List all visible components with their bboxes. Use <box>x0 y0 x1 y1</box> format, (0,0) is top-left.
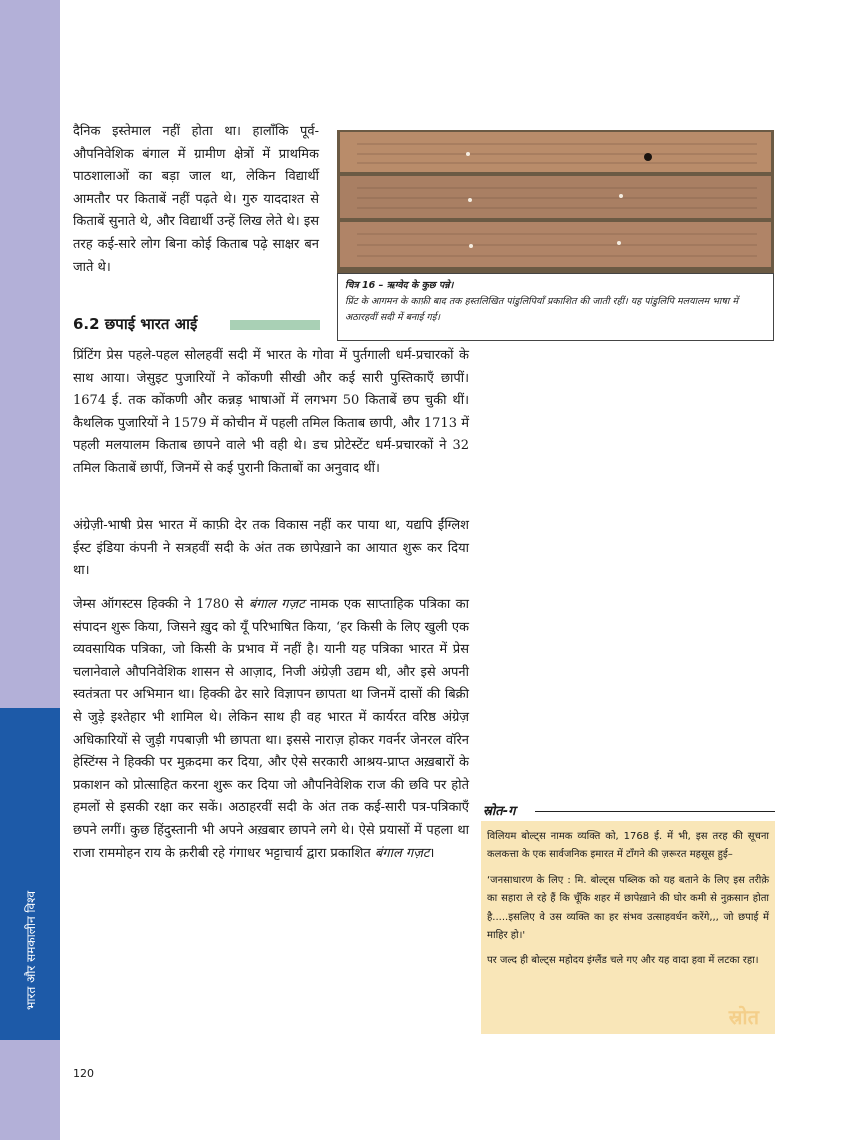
book-title-vertical: भारत और समकालीन विश्व <box>24 891 38 1010</box>
source-watermark: स्रोत <box>728 1004 759 1029</box>
paragraph-goa-press: प्रिंटिंग प्रेस पहले-पहल सोलहवीं सदी में भारत के गोवा में पुर्तगाली धर्म-प्रचारकों के साथ आया। जेसुइट पुजारियों ने कोंकणी सीखी और कई सारी पुस्तिकाएँ छापीं। 1674 ई. तक कोंकणी और कन्नड़ भाषाओं में लगभग 50 किताबें छप चुकी थीं। कैथलिक पुजारियों ने 1579 में कोचीन में पहली तमिल किताब छापी, और 1713 में पहली मलयालम किताब छापने वाले भी वही थे। डच प्रोटेस्टेंट धर्म-प्रचारकों ने 32 तमिल किताबें छापीं, जिनमें से कई पुरानी किताबों का अनुवाद थीं। <box>73 348 469 476</box>
paragraph-hickey <box>73 594 469 865</box>
paragraph-hickey-part: नामक एक साप्ताहिक पत्रिका का संपादन शुरू किया, जिसने ख़ुद को यूँ परिभाषित किया, ‘हर किसी के लिए खुली एक व्यवसायिक पत्रिका, जो किसी के प्रभाव में नहीं है। यानी यह पत्रिका भारत में प्रेस चलानेवाले औपनिवेशिक शासन से आज़ाद, निजी अंग्रेज़ी उद्यम थी, और इसे अपनी स्वतंत्रता पर अभिमान था। हिक्की ढेर सारे विज्ञापन छापता था जिनमें दासों की बिक्री से जुड़े इश्तेहार भी शामिल थे। लेकिन साथ ही वह भारत में कार्यरत वरिष्ठ अंग्रेज़ अधिकारियों से जुड़ी गपबाज़ी भी छापता था। इससे नाराज़ होकर गवर्नर जेनरल वॉरेन हेस्टिंग्स ने हिक्की पर मुक़दमा कर दिया, और ऐसे सरकारी आश्रय-प्राप्त अख़बारों के प्रकाशन को प्रोत्साहित करना शुरू कर दिया जो औपनिवेशिक राज की छवि पर होते हमलों से इसकी रक्षा कर सकें। अठाहरवीं सदी के अंत तक कई-सारी पत्र-पत्रिकाएँ छपने लगीं। कुछ हिंदुस्तानी भी अपने अख़बार छापने लगे थे। ऐसे प्रयासों में पहला था राजा राममोहन राय के क़रीबी रहे गंगाधर भट्टाचार्य द्वारा प्रकाशित <box>73 597 469 861</box>
paragraph-english-press: अंग्रेज़ी-भाषी प्रेस भारत में काफ़ी देर तक विकास नहीं कर पाया था, यद्यपि ईंग्लिश ईस्ट इंडिया कंपनी ने सत्रहवीं सदी के अंत तक छापेख़ाने का आयात शुरू कर दिया था। <box>73 518 469 579</box>
figure-title: चित्र 16 – ऋग्वेद के कुछ पन्ने। <box>345 280 454 291</box>
bengal-gazette-title: बंगाल गज़ट <box>248 597 305 612</box>
source-rule <box>535 811 775 812</box>
source-quote: ‘जनसाधारण के लिए : मि. बोल्ट्स पब्लिक को यह बताने के लिए इस तरीक़े का सहारा ले रहे हैं कि चूँकि शहर में छापेख़ाने की घोर कमी से नुक़सान होता है.....इसलिए वे उस व्यक्ति का हर संभव उत्साहवर्धन करेंगे,,, जो छपाई में माहिर हो।' <box>487 874 769 942</box>
heading-decoration <box>230 320 320 330</box>
page-number: 120 <box>73 1067 94 1080</box>
source-label: स्रोत-ग <box>483 804 516 819</box>
figure-caption-text: प्रिंट के आगमन के काफ़ी बाद तक हस्तलिखित पांडुलिपियाँ प्रकाशित की जाती रहीं। यह पांडुलिपि मलयालम भाषा में अठारहवीं सदी में बनाई गई। <box>345 296 739 323</box>
source-para: विलियम बोल्ट्स नामक व्यक्ति को, 1768 ई. में भी, इस तरह की सूचना कलकत्ता के एक सार्वजनिक इमारत में टाँगने की ज़रूरत महसूस हुई– <box>487 831 769 861</box>
bengal-gazette-title: बंगाल गज़ट <box>374 845 430 861</box>
figure-caption <box>337 273 774 341</box>
source-box <box>481 821 775 1034</box>
section-heading: 6.2 छपाई भारत आई <box>73 315 198 333</box>
paragraph-hickey-part: जेम्स ऑगस्टस हिक्की ने 1780 से <box>73 597 249 612</box>
source-para: पर जल्द ही बोल्ट्स महोदय इंग्लैंड चले गए और यह वादा हवा में लटका रहा। <box>487 955 759 967</box>
paragraph-intro: दैनिक इस्तेमाल नहीं होता था। हालाँकि पूर्व-औपनिवेशिक बंगाल में ग्रामीण क्षेत्रों में प्राथमिक पाठशालाओं का बड़ा जाल था, लेकिन विद्यार्थी आमतौर पर किताबें नहीं पढ़ते थे। गुरु याददाश्त से किताबें सुनाते थे, और विद्यार्थी उन्हें लिख लेते थे। इस तरह कई-सारे लोग बिना कोई किताब पढ़े साक्षर बन जाते थे। <box>73 124 319 275</box>
manuscript-photo <box>337 130 774 273</box>
sidebar <box>0 0 60 1140</box>
paragraph-hickey-part: । <box>429 845 435 861</box>
